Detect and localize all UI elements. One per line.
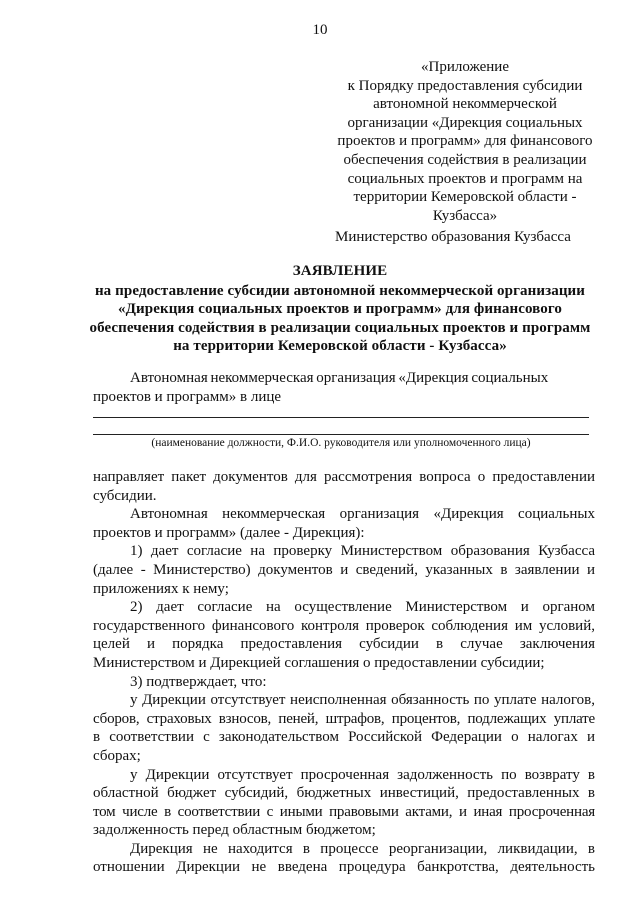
body-line: у Дирекции отсутствует просроченная задолженность по возврату в: [130, 766, 595, 783]
appendix-line: обеспечения содействия в реализации: [343, 151, 587, 168]
page-number: 10: [312, 22, 328, 38]
appendix-line: автономной некоммерческой: [373, 96, 557, 113]
intro-paragraph: [93, 369, 595, 406]
body-line: направляет пакет документов для рассмотрения вопроса о предоставлении: [93, 469, 595, 485]
body-line: 1) дает согласие на проверку Министерством образования Кузбасса: [130, 543, 595, 560]
appendix-line: к Порядку предоставления субсидии: [347, 77, 583, 94]
title-heading: ЗАЯВЛЕНИЕ: [292, 263, 388, 279]
title-line: «Дирекция социальных проектов и программ» для финансового: [117, 301, 563, 317]
appendix-line: «Приложение: [420, 59, 509, 75]
title-line: на территории Кемеровской области - Кузбасса»: [173, 338, 507, 354]
field-caption: (наименование должности, Ф.И.О. руководителя или уполномоченного лица): [151, 437, 531, 449]
document-title: [60, 262, 620, 356]
title-line: на предоставление субсидии автономной некоммерческой организации: [94, 282, 586, 299]
intro-line: Автономная некоммерческая организация «Дирекция социальных: [130, 370, 549, 386]
body-line: 3) подтверждает, что:: [130, 673, 267, 690]
body-line: областной бюджет субсидий, бюджетных инвестиций, предоставленных в: [93, 785, 595, 802]
body-line: сборов, страховых взносов, пеней, штрафов, процентов, подлежащих уплате: [93, 710, 595, 727]
body-line: Дирекция не находится в процессе реорганизации, ликвидации, в: [130, 840, 595, 857]
body-line: отношении Дирекции не введена процедура банкротства, деятельность: [93, 859, 595, 876]
body-line: субсидии.: [93, 487, 157, 504]
appendix-line: Кузбасса»: [432, 207, 498, 224]
appendix-line: социальных проектов и программ на: [347, 170, 583, 187]
title-line: обеспечения содействия в реализации социальных проектов и программ: [89, 319, 591, 336]
body-line: целей и порядка предоставления субсидии в случае заключения: [93, 636, 595, 653]
body-line: у Дирекции отсутствует неисполненная обязанность по уплате налогов,: [130, 692, 595, 709]
body-text: [93, 468, 595, 877]
body-line: сборах;: [93, 747, 141, 764]
addressee-ministry: Министерство образования Кузбасса: [335, 229, 571, 245]
fill-in-line: [93, 434, 589, 435]
appendix-note: [330, 58, 600, 225]
body-line: Автономная некоммерческая организация «Дирекция социальных: [130, 506, 595, 523]
body-line: (далее - Министерство) документов и сведений, указанных в заявлении и: [93, 561, 595, 578]
intro-line: проектов и программ» в лице: [93, 388, 282, 405]
body-line: проектов и программ» (далее - Дирекция):: [93, 524, 365, 541]
body-line: задолженность перед областным бюджетом;: [93, 822, 376, 839]
body-line: 2) дает согласие на осуществление Министерством и органом: [130, 599, 595, 616]
body-line: Министерством и Дирекцией соглашения о предоставлении субсидии;: [93, 654, 545, 671]
appendix-line: проектов и программ» для финансового: [337, 133, 593, 150]
body-line: государственного финансового контроля проверок соблюдения им условий,: [93, 617, 595, 634]
body-line: том числе в соответствии с иными правовыми актами, и иная просроченная: [93, 803, 595, 820]
body-line: в соответствии с законодательством Российской Федерации о налогах и: [93, 729, 595, 746]
appendix-line: территории Кемеровской области -: [353, 189, 577, 206]
fill-in-line: [93, 417, 589, 418]
body-line: приложениях к нему;: [93, 580, 229, 597]
appendix-line: организации «Дирекция социальных: [347, 114, 583, 131]
